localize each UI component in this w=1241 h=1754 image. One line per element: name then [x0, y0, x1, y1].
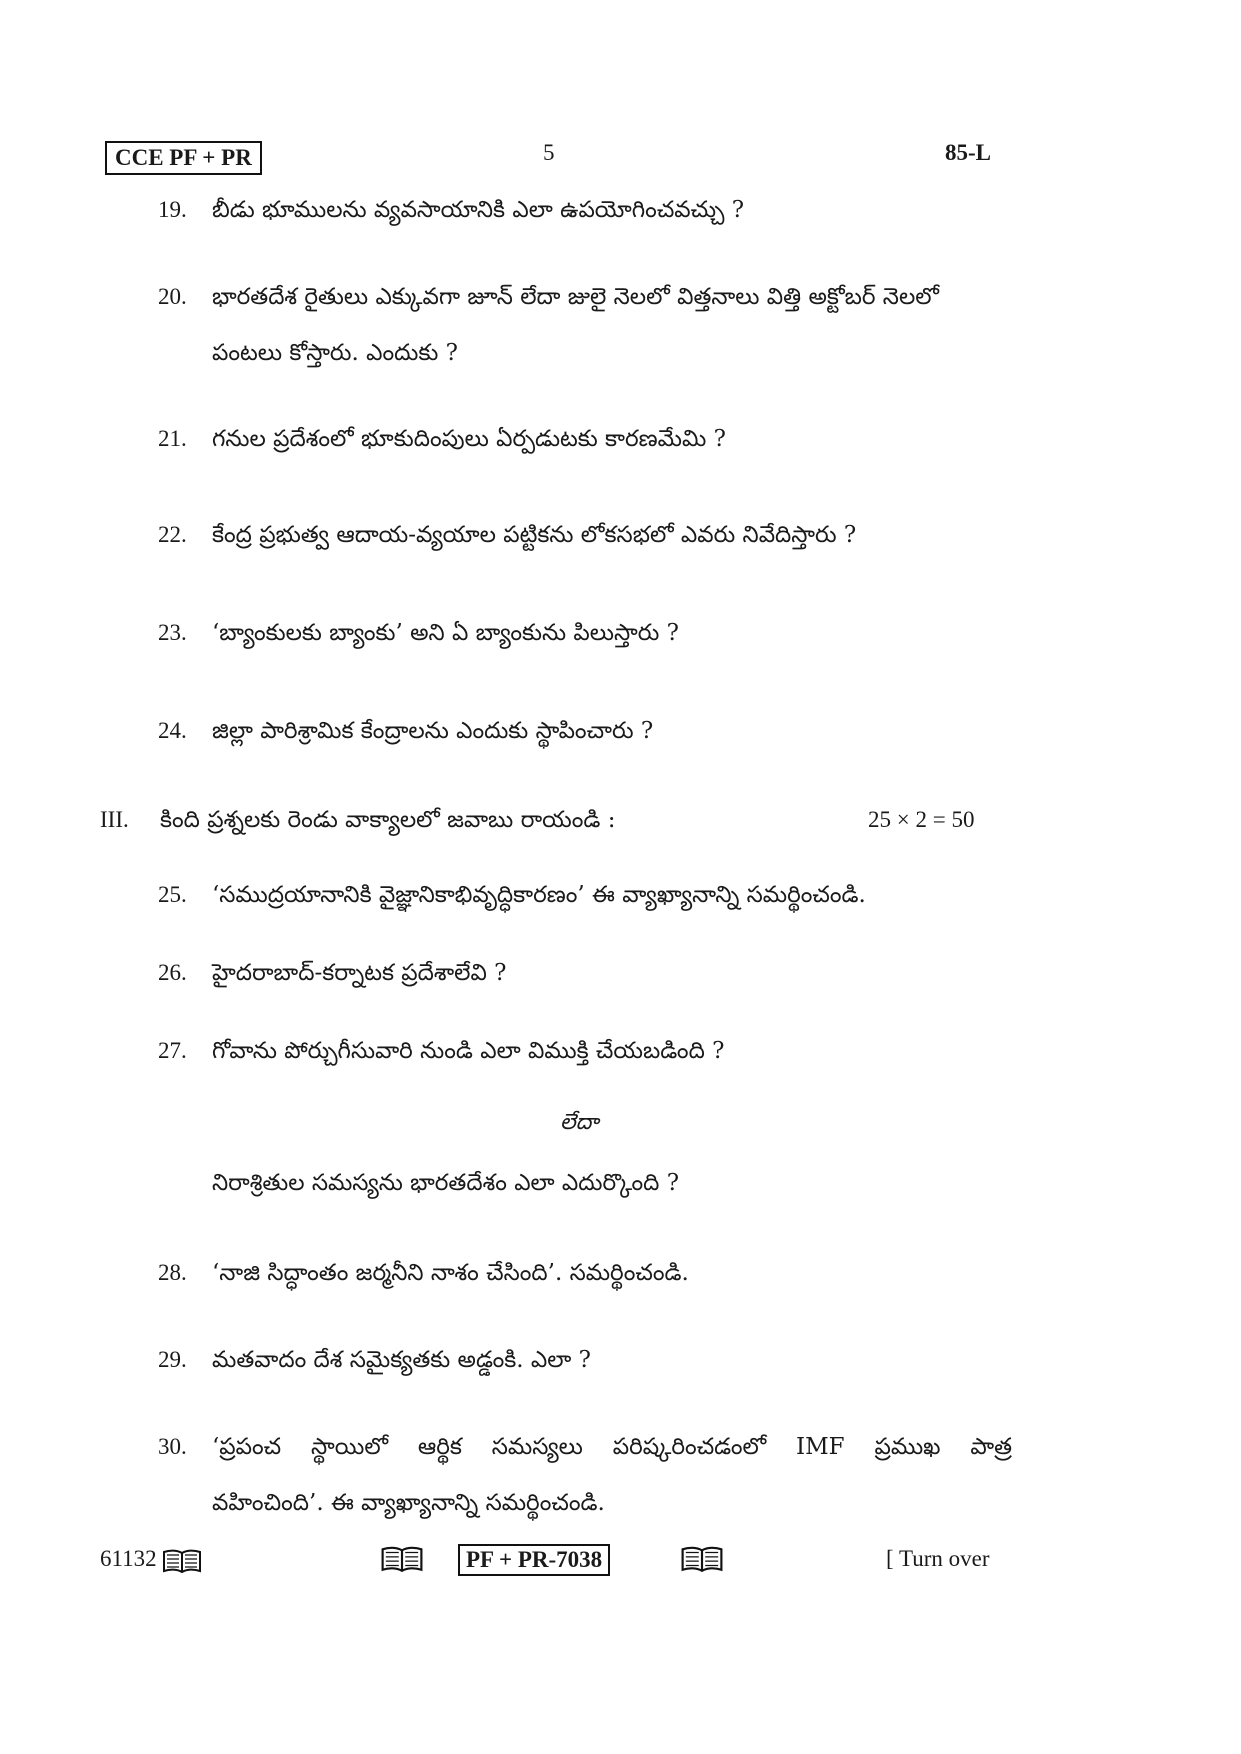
footer-code: 61132: [100, 1546, 157, 1571]
section-marks: 25 × 2 = 50: [868, 807, 975, 832]
book-icon: [680, 1545, 724, 1573]
page-number: 5: [543, 140, 555, 165]
section-number: III.: [100, 807, 129, 832]
footer-left: [100, 1545, 202, 1574]
book-icon: [162, 1548, 202, 1574]
or-label: లేదా: [560, 1110, 599, 1135]
header-code-box: CCE PF + PR: [105, 141, 262, 175]
footer-center-box: PF + PR-7038: [458, 1544, 610, 1576]
book-icon: [380, 1545, 424, 1573]
paper-code: 85-L: [945, 140, 991, 165]
turn-over: [ Turn over: [886, 1546, 990, 1571]
